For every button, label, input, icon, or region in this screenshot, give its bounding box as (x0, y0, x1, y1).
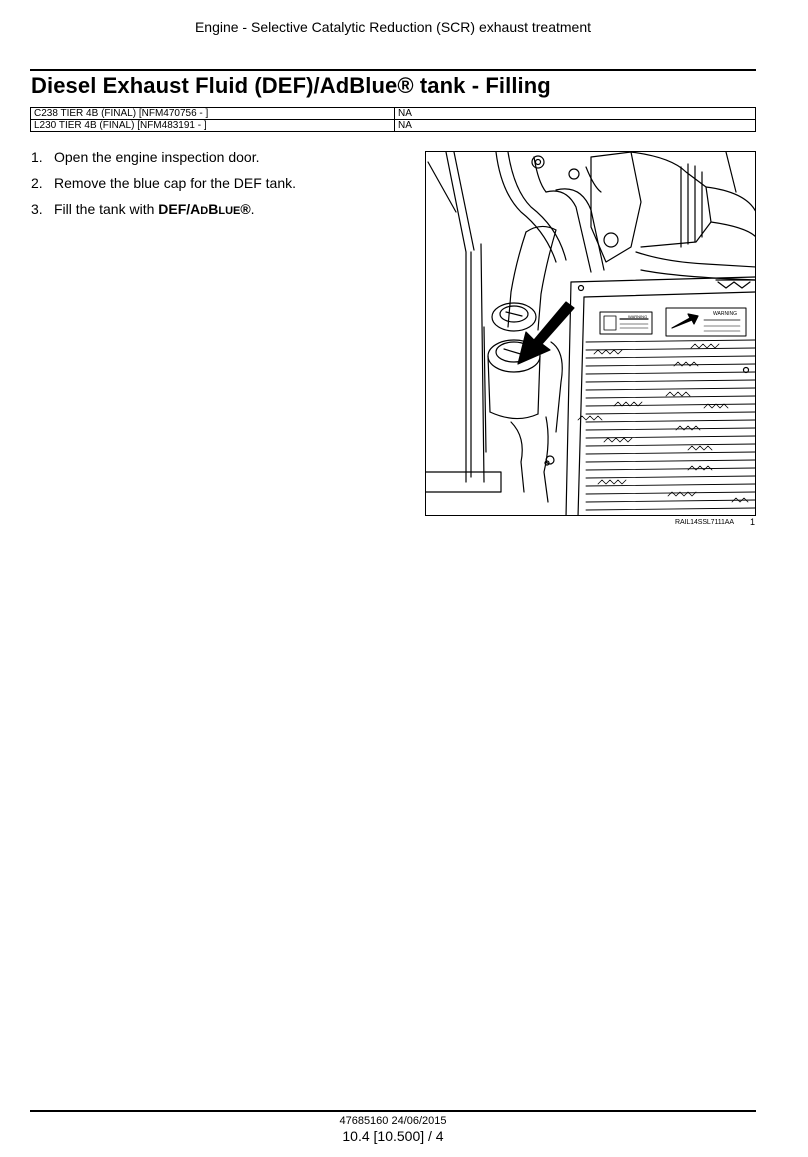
figure-reference: RAIL14SSL7111AA (675, 519, 734, 526)
door-frame (426, 152, 501, 492)
title-rule (30, 69, 756, 71)
warning-decals (600, 308, 746, 336)
applicability-table (30, 107, 756, 132)
model-cell: C238 TIER 4B (FINAL) [NFM470756 - ] (31, 108, 395, 120)
fluid-name: DEF/ADBLUE® (158, 201, 251, 217)
figure-number: 1 (750, 517, 756, 527)
page-title: Diesel Exhaust Fluid (DEF)/AdBlue® tank - Filling (31, 73, 551, 98)
engine-compartment-illustration (425, 151, 756, 516)
step-number: 1. (31, 149, 43, 165)
air-filter-canister (591, 152, 756, 262)
pointer-arrow (518, 302, 574, 364)
footer-rule (30, 1110, 756, 1112)
step-number: 3. (31, 201, 43, 217)
wiring-harness (511, 342, 562, 502)
step-item (31, 200, 296, 226)
step-number: 2. (31, 175, 43, 191)
table-row (31, 120, 756, 132)
warning-label-small: WARNING (628, 314, 648, 319)
def-filler-caps (484, 303, 540, 452)
footer-page-number: 10.4 [10.500] / 4 (342, 1128, 444, 1144)
running-header: Engine - Selective Catalytic Reduction (SCR) exhaust treatment (194, 19, 592, 35)
step-text-suffix: . (250, 201, 255, 217)
step-item (31, 148, 296, 174)
step-text: Remove the blue cap for the DEF tank. (54, 175, 297, 191)
warning-label-large: WARNING (713, 311, 737, 317)
step-item (31, 174, 296, 200)
value-cell: NA (395, 108, 756, 120)
corner-marking (718, 282, 750, 288)
table-row (31, 108, 756, 120)
footer-doc-code: 47685160 24/06/2015 (339, 1115, 447, 1127)
step-text: Open the engine inspection door. (54, 149, 260, 165)
value-cell: NA (395, 120, 756, 132)
procedure-steps (31, 148, 296, 226)
step-text: Fill the tank with (54, 201, 159, 217)
model-cell: L230 TIER 4B (FINAL) [NFM483191 - ] (31, 120, 395, 132)
